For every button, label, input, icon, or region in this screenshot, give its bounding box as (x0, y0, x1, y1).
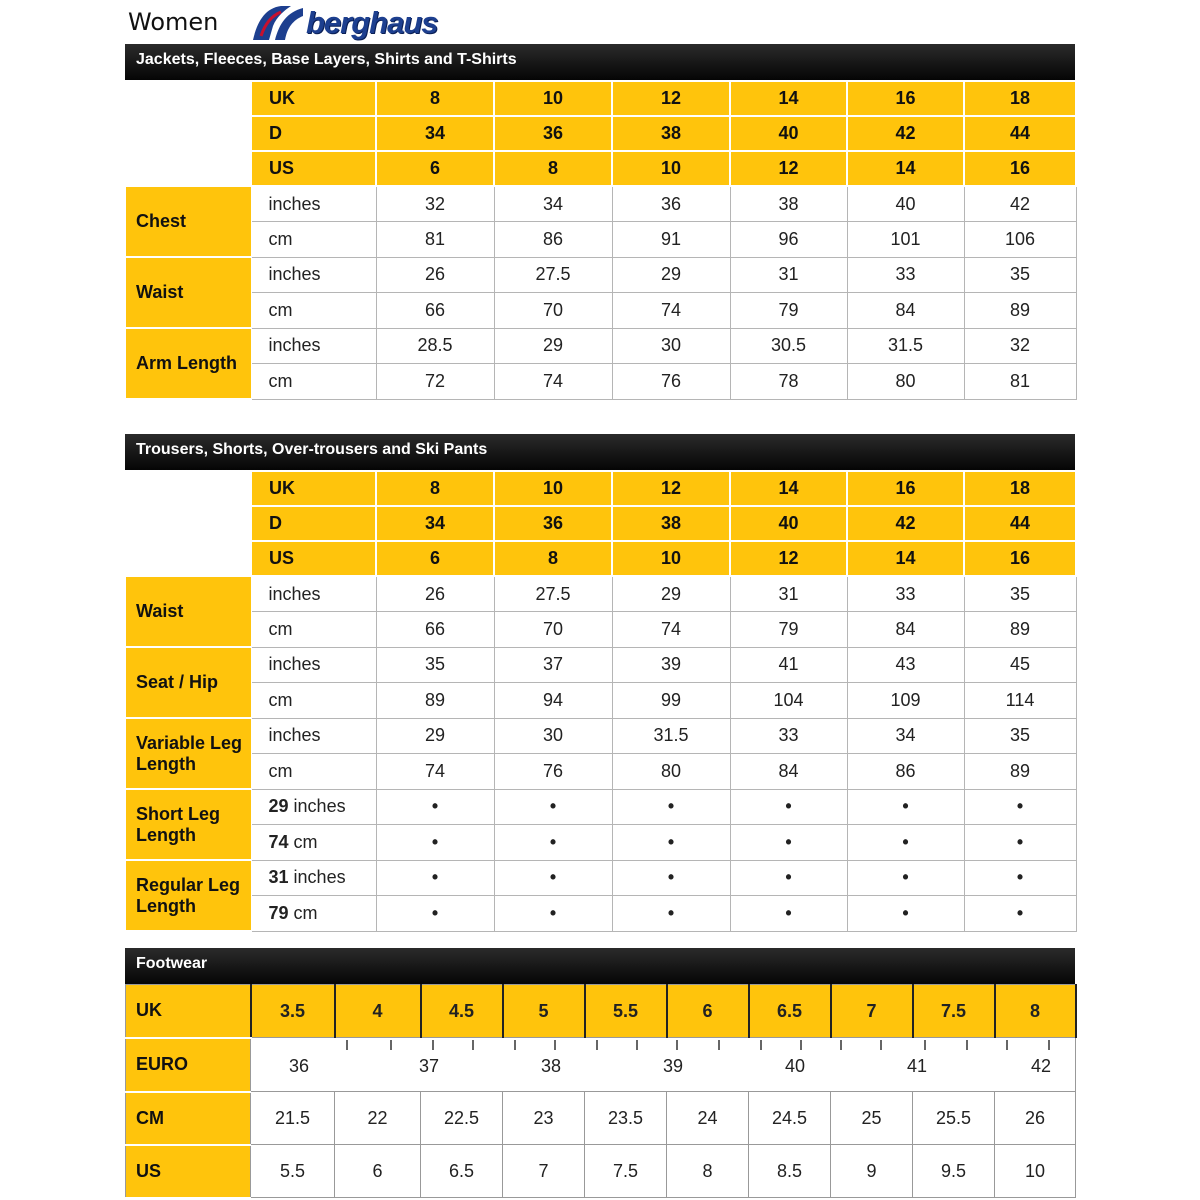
measure-value: 66 (376, 612, 494, 648)
size-system-label: US (251, 151, 376, 186)
unit-label (251, 293, 376, 329)
uk-size-cell: 3.5 (251, 985, 335, 1038)
measure-value: 29 (494, 328, 612, 364)
cm-size-cell: 25 (831, 1092, 913, 1145)
measure-value: 28.5 (376, 328, 494, 364)
measure-value: 114 (964, 683, 1076, 719)
size-cell: 16 (847, 81, 964, 116)
cm-size-cell: 26 (995, 1092, 1076, 1145)
measure-value: 34 (494, 186, 612, 222)
measure-value: 35 (376, 647, 494, 683)
size-cell: 40 (730, 506, 847, 541)
unit-text: cm (268, 228, 293, 249)
measure-value: 89 (964, 612, 1076, 648)
unit-label (251, 683, 376, 719)
measure-value: 29 (376, 718, 494, 754)
availability-dot: • (612, 860, 730, 896)
footwear-heading: Footwear (125, 948, 1075, 984)
availability-dot: • (847, 825, 964, 861)
footwear-uk-row (126, 985, 1076, 1038)
availability-dot: • (730, 860, 847, 896)
cm-size-cell: 24 (667, 1092, 749, 1145)
size-cell: 12 (612, 81, 730, 116)
footwear-us-row (126, 1145, 1076, 1198)
measure-row (126, 825, 1076, 861)
measure-value: 76 (612, 364, 730, 400)
measure-value: 39 (612, 647, 730, 683)
unit-label (251, 364, 376, 400)
size-cell: 36 (494, 116, 612, 151)
unit-label (251, 718, 376, 754)
unit-text: cm (268, 370, 293, 391)
leg-length-number: 29 (268, 796, 289, 817)
cm-size-cell: 21.5 (251, 1092, 335, 1145)
measure-value: 70 (494, 293, 612, 329)
unit-text: inches (268, 193, 321, 214)
measure-value: 29 (612, 576, 730, 612)
cm-size-cell: 23 (503, 1092, 585, 1145)
size-cell: 8 (494, 541, 612, 576)
unit-text: inches (268, 583, 321, 604)
uk-size-cell: 7 (831, 985, 913, 1038)
euro-scale (251, 1038, 1076, 1092)
size-system-label: US (251, 541, 376, 576)
size-cell: 16 (964, 151, 1076, 186)
availability-dot: • (612, 825, 730, 861)
size-system-label: D (251, 506, 376, 541)
measure-label: Chest (126, 186, 251, 257)
availability-dot: • (612, 789, 730, 825)
size-system-label: UK (251, 81, 376, 116)
cm-size-cell: 22.5 (421, 1092, 503, 1145)
measure-row (126, 683, 1076, 719)
measure-value: 81 (964, 364, 1076, 400)
measure-value: 30.5 (730, 328, 847, 364)
measure-value: 66 (376, 293, 494, 329)
size-cell: 42 (847, 116, 964, 151)
euro-size-label: 40 (785, 1056, 806, 1076)
unit-label (251, 222, 376, 258)
measure-value: 36 (612, 186, 730, 222)
euro-size-label: 36 (289, 1056, 310, 1076)
measure-value: 99 (612, 683, 730, 719)
unit-text: cm (293, 831, 318, 852)
measure-row (126, 293, 1076, 329)
unit-label (251, 647, 376, 683)
uk-size-cell: 7.5 (913, 985, 995, 1038)
euro-size-label: 39 (663, 1056, 684, 1076)
measure-row (126, 647, 1076, 683)
measure-value: 80 (847, 364, 964, 400)
availability-dot: • (494, 789, 612, 825)
measure-value: 106 (964, 222, 1076, 258)
size-cell: 44 (964, 506, 1076, 541)
measure-row (126, 576, 1076, 612)
uk-size-cell: 5 (503, 985, 585, 1038)
size-cell: 14 (730, 81, 847, 116)
measure-value: 27.5 (494, 576, 612, 612)
measure-value: 27.5 (494, 257, 612, 293)
size-cell: 8 (376, 81, 494, 116)
measure-value: 84 (847, 293, 964, 329)
measure-value: 84 (730, 754, 847, 790)
availability-dot: • (964, 896, 1076, 932)
size-cell: 38 (612, 116, 730, 151)
measure-value: 45 (964, 647, 1076, 683)
size-cell: 8 (494, 151, 612, 186)
unit-label (251, 789, 376, 825)
availability-dot: • (730, 789, 847, 825)
footwear-section (125, 948, 1075, 1199)
measure-row (126, 860, 1076, 896)
size-cell: 6 (376, 151, 494, 186)
jackets-size-table (125, 80, 1077, 400)
unit-text: inches (268, 335, 321, 356)
availability-dot: • (494, 896, 612, 932)
size-cell: 10 (612, 151, 730, 186)
size-row-uk (126, 471, 1076, 506)
size-row-d (126, 116, 1076, 151)
blank-cell (126, 471, 251, 506)
measure-row (126, 222, 1076, 258)
size-cell: 12 (612, 471, 730, 506)
us-size-cell: 8.5 (749, 1145, 831, 1198)
measure-value: 32 (376, 186, 494, 222)
size-cell: 6 (376, 541, 494, 576)
measure-value: 35 (964, 576, 1076, 612)
availability-dot: • (847, 860, 964, 896)
blank-cell (126, 81, 251, 116)
measure-value: 84 (847, 612, 964, 648)
measure-value: 37 (494, 647, 612, 683)
measure-row (126, 896, 1076, 932)
size-system-label: UK (251, 471, 376, 506)
uk-size-cell: 6.5 (749, 985, 831, 1038)
measure-value: 31 (730, 257, 847, 293)
measure-value: 86 (494, 222, 612, 258)
availability-dot: • (730, 896, 847, 932)
size-row-d (126, 506, 1076, 541)
measure-value: 41 (730, 647, 847, 683)
cm-size-cell: 25.5 (913, 1092, 995, 1145)
measure-value: 109 (847, 683, 964, 719)
blank-cell (126, 116, 251, 151)
measure-row (126, 789, 1076, 825)
size-cell: 34 (376, 506, 494, 541)
measure-value: 89 (964, 754, 1076, 790)
jackets-heading: Jackets, Fleeces, Base Layers, Shirts and T-Shirts (125, 44, 1075, 80)
measure-value: 33 (730, 718, 847, 754)
measure-value: 74 (612, 293, 730, 329)
measure-value: 89 (376, 683, 494, 719)
euro-size-label: 41 (907, 1056, 928, 1076)
measure-value: 30 (612, 328, 730, 364)
availability-dot: • (494, 825, 612, 861)
us-size-cell: 8 (667, 1145, 749, 1198)
uk-size-cell: 5.5 (585, 985, 667, 1038)
euro-size-label: 37 (419, 1056, 440, 1076)
unit-label (251, 825, 376, 861)
measure-row (126, 718, 1076, 754)
trousers-heading: Trousers, Shorts, Over-trousers and Ski Pants (125, 434, 1075, 470)
availability-dot: • (494, 860, 612, 896)
unit-label (251, 328, 376, 364)
brand-wordmark: berghaus (306, 5, 438, 40)
measure-row (126, 754, 1076, 790)
jackets-section (125, 44, 1075, 400)
availability-dot: • (964, 789, 1076, 825)
us-size-cell: 5.5 (251, 1145, 335, 1198)
unit-label (251, 754, 376, 790)
cm-size-cell: 23.5 (585, 1092, 667, 1145)
measure-row (126, 328, 1076, 364)
size-cell: 12 (730, 151, 847, 186)
measure-value: 40 (847, 186, 964, 222)
measure-value: 81 (376, 222, 494, 258)
measure-value: 74 (612, 612, 730, 648)
cm-size-cell: 22 (335, 1092, 421, 1145)
size-cell: 12 (730, 541, 847, 576)
measure-value: 79 (730, 612, 847, 648)
measure-label: Short Leg Length (126, 789, 251, 860)
page-title: Women (128, 8, 219, 36)
availability-dot: • (964, 860, 1076, 896)
unit-text: cm (268, 299, 293, 320)
measure-value: 74 (376, 754, 494, 790)
measure-row (126, 612, 1076, 648)
unit-text: cm (268, 760, 293, 781)
measure-value: 31.5 (612, 718, 730, 754)
uk-size-cell: 8 (995, 985, 1076, 1038)
size-cell: 18 (964, 81, 1076, 116)
availability-dot: • (376, 825, 494, 861)
unit-text: inches (293, 867, 346, 888)
size-cell: 10 (612, 541, 730, 576)
availability-dot: • (730, 825, 847, 861)
measure-value: 70 (494, 612, 612, 648)
leg-length-number: 31 (268, 867, 289, 888)
unit-label (251, 186, 376, 222)
measure-label: Arm Length (126, 328, 251, 399)
measure-row (126, 364, 1076, 400)
measure-value: 26 (376, 257, 494, 293)
footwear-uk-label: UK (126, 985, 251, 1038)
size-cell: 16 (964, 541, 1076, 576)
unit-label (251, 257, 376, 293)
availability-dot: • (612, 896, 730, 932)
size-cell: 14 (730, 471, 847, 506)
size-cell: 40 (730, 116, 847, 151)
trousers-size-table (125, 470, 1077, 932)
unit-text: cm (293, 902, 318, 923)
footwear-euro-row (126, 1038, 1076, 1092)
leg-length-number: 74 (268, 831, 289, 852)
measure-label: Regular Leg Length (126, 860, 251, 931)
measure-value: 43 (847, 647, 964, 683)
footwear-us-label: US (126, 1145, 251, 1198)
unit-label (251, 860, 376, 896)
unit-text: inches (293, 796, 346, 817)
size-cell: 38 (612, 506, 730, 541)
availability-dot: • (847, 896, 964, 932)
measure-value: 30 (494, 718, 612, 754)
measure-value: 72 (376, 364, 494, 400)
cm-size-cell: 24.5 (749, 1092, 831, 1145)
size-cell: 36 (494, 506, 612, 541)
us-size-cell: 9.5 (913, 1145, 995, 1198)
trousers-section (125, 434, 1075, 932)
measure-value: 79 (730, 293, 847, 329)
size-cell: 16 (847, 471, 964, 506)
us-size-cell: 7 (503, 1145, 585, 1198)
us-size-cell: 6.5 (421, 1145, 503, 1198)
measure-value: 96 (730, 222, 847, 258)
size-cell: 14 (847, 541, 964, 576)
blank-cell (126, 506, 251, 541)
euro-size-label: 42 (1031, 1056, 1052, 1076)
measure-value: 34 (847, 718, 964, 754)
availability-dot: • (847, 789, 964, 825)
berghaus-logo-icon (247, 2, 305, 44)
blank-cell (126, 151, 251, 186)
measure-label: Waist (126, 257, 251, 328)
measure-value: 38 (730, 186, 847, 222)
size-row-uk (126, 81, 1076, 116)
measure-value: 26 (376, 576, 494, 612)
uk-size-cell: 6 (667, 985, 749, 1038)
measure-row (126, 257, 1076, 293)
measure-value: 35 (964, 718, 1076, 754)
size-cell: 8 (376, 471, 494, 506)
euro-size-label: 38 (541, 1056, 562, 1076)
unit-text: cm (268, 618, 293, 639)
measure-row (126, 186, 1076, 222)
us-size-cell: 7.5 (585, 1145, 667, 1198)
measure-value: 94 (494, 683, 612, 719)
unit-text: inches (268, 264, 321, 285)
footwear-size-table (125, 984, 1077, 1199)
uk-size-cell: 4 (335, 985, 421, 1038)
size-cell: 44 (964, 116, 1076, 151)
footwear-euro-label: EURO (126, 1038, 251, 1092)
unit-text: inches (268, 654, 321, 675)
leg-length-number: 79 (268, 902, 289, 923)
availability-dot: • (376, 860, 494, 896)
unit-text: inches (268, 725, 321, 746)
measure-value: 104 (730, 683, 847, 719)
us-size-cell: 10 (995, 1145, 1076, 1198)
measure-value: 29 (612, 257, 730, 293)
measure-value: 33 (847, 257, 964, 293)
size-system-label: D (251, 116, 376, 151)
size-cell: 14 (847, 151, 964, 186)
size-cell: 18 (964, 471, 1076, 506)
measure-value: 91 (612, 222, 730, 258)
measure-label: Waist (126, 576, 251, 647)
measure-value: 76 (494, 754, 612, 790)
us-size-cell: 9 (831, 1145, 913, 1198)
measure-value: 35 (964, 257, 1076, 293)
size-cell: 10 (494, 471, 612, 506)
uk-size-cell: 4.5 (421, 985, 503, 1038)
unit-text: cm (268, 689, 293, 710)
unit-label (251, 612, 376, 648)
unit-label (251, 896, 376, 932)
availability-dot: • (376, 789, 494, 825)
footwear-cm-label: CM (126, 1092, 251, 1145)
size-cell: 10 (494, 81, 612, 116)
us-size-cell: 6 (335, 1145, 421, 1198)
blank-cell (126, 541, 251, 576)
measure-value: 31 (730, 576, 847, 612)
measure-value: 78 (730, 364, 847, 400)
measure-value: 89 (964, 293, 1076, 329)
measure-value: 31.5 (847, 328, 964, 364)
measure-value: 42 (964, 186, 1076, 222)
measure-value: 32 (964, 328, 1076, 364)
size-row-us (126, 541, 1076, 576)
size-row-us (126, 151, 1076, 186)
size-cell: 42 (847, 506, 964, 541)
availability-dot: • (964, 825, 1076, 861)
measure-value: 33 (847, 576, 964, 612)
footwear-cm-row (126, 1092, 1076, 1145)
measure-value: 101 (847, 222, 964, 258)
measure-value: 80 (612, 754, 730, 790)
measure-label: Seat / Hip (126, 647, 251, 718)
unit-label (251, 576, 376, 612)
size-cell: 34 (376, 116, 494, 151)
measure-value: 86 (847, 754, 964, 790)
availability-dot: • (376, 896, 494, 932)
measure-value: 74 (494, 364, 612, 400)
measure-label: Variable Leg Length (126, 718, 251, 789)
